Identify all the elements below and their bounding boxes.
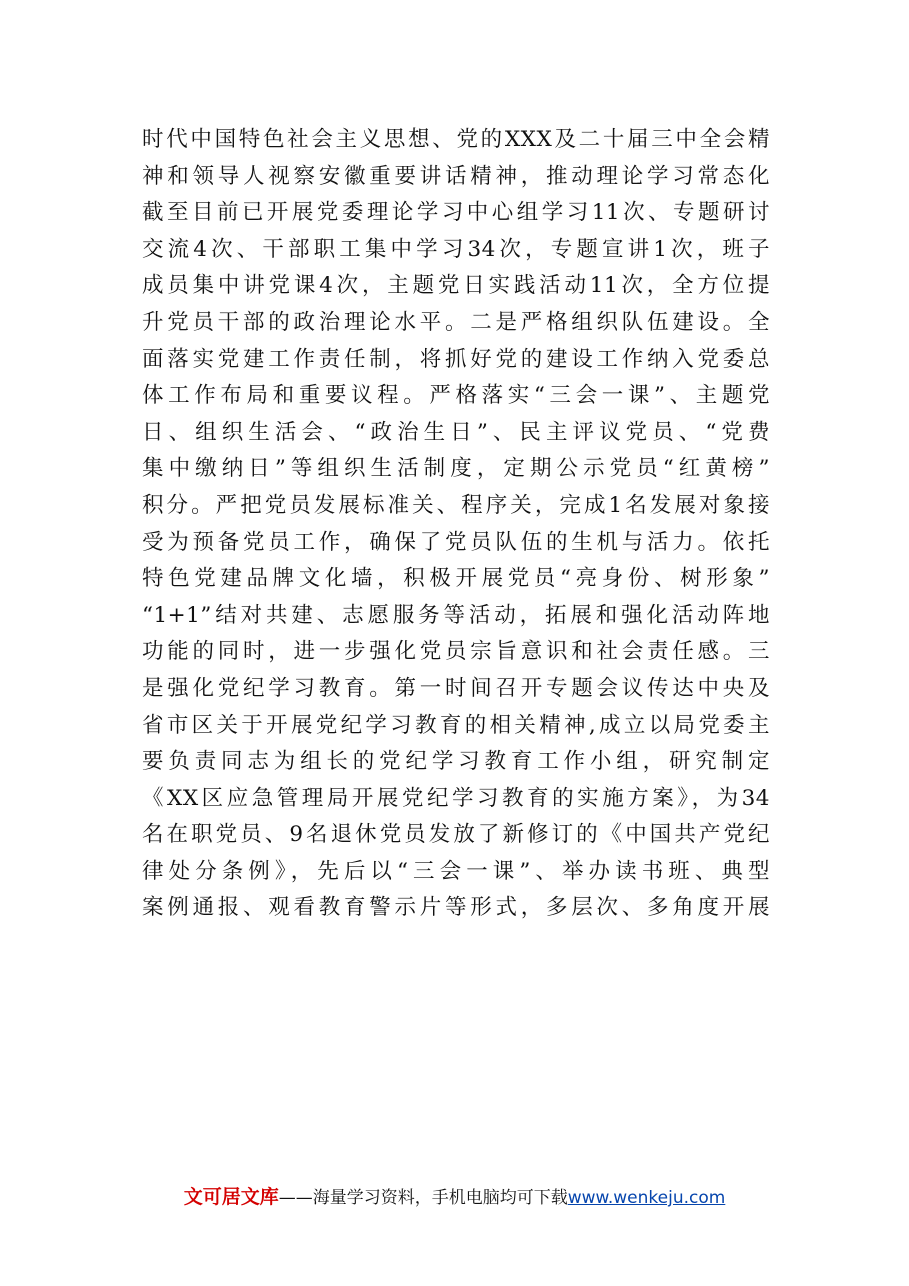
text-line: 积分。严把党员发展标准关、程序关，完成1名发展对象接 bbox=[142, 492, 770, 518]
text-line: 律处分条例》，先后以“三会一课”、举办读书班、典型 bbox=[142, 858, 770, 884]
text-line: 时代中国特色社会主义思想、党的XXX及二十届三中全会精 bbox=[142, 127, 770, 152]
text-line: 集中缴纳日”等组织生活制度，定期公示党员“红黄榜” bbox=[142, 456, 770, 482]
text-line: 交流4次、干部职工集中学习34次，专题宣讲1次，班子 bbox=[142, 236, 770, 262]
text-line: 升党员干部的政治理论水平。二是严格组织队伍建设。全 bbox=[142, 309, 770, 335]
text-line: 《XX区应急管理局开展党纪学习教育的实施方案》，为34 bbox=[142, 785, 770, 811]
text-line: 神和领导人视察安徽重要讲话精神，推动理论学习常态化 bbox=[142, 163, 770, 189]
footer-slogan: ——海量学习资料，手机电脑均可下载 bbox=[278, 1188, 568, 1208]
text-line: “1+1”结对共建、志愿服务等活动，拓展和强化活动阵地 bbox=[142, 602, 770, 628]
text-line: 要负责同志为组长的党纪学习教育工作小组，研究制定 bbox=[142, 749, 770, 775]
footer-brand: 文可居文库 bbox=[183, 1186, 279, 1208]
text-line: 体工作布局和重要议程。严格落实“三会一课”、主题党 bbox=[142, 383, 770, 409]
text-line: 案例通报、观看教育警示片等形式，多层次、多角度开展 bbox=[142, 895, 770, 921]
text-line: 受为预备党员工作，确保了党员队伍的生机与活力。依托 bbox=[142, 529, 770, 555]
text-line: 特色党建品牌文化墙，积极开展党员“亮身份、树形象” bbox=[142, 566, 770, 592]
text-line: 成员集中讲党课4次，主题党日实践活动11次，全方位提 bbox=[142, 273, 770, 299]
text-line: 名在职党员、9名退休党员发放了新修订的《中国共产党纪 bbox=[142, 822, 770, 848]
text-line: 面落实党建工作责任制，将抓好党的建设工作纳入党委总 bbox=[142, 346, 770, 372]
footer bbox=[0, 1184, 909, 1211]
footer-link[interactable]: www.wenkeju.com bbox=[567, 1188, 726, 1208]
text-line: 截至目前已开展党委理论学习中心组学习11次、专题研讨 bbox=[142, 200, 770, 226]
text-line: 日、组织生活会、“政治生日”、民主评议党员、“党费 bbox=[142, 419, 770, 445]
text-line: 是强化党纪学习教育。第一时间召开专题会议传达中央及 bbox=[142, 675, 770, 701]
text-line: 省市区关于开展党纪学习教育的相关精神,成立以局党委主 bbox=[142, 712, 770, 738]
body-text bbox=[142, 122, 770, 927]
text-line: 功能的同时，进一步强化党员宗旨意识和社会责任感。三 bbox=[142, 639, 770, 665]
